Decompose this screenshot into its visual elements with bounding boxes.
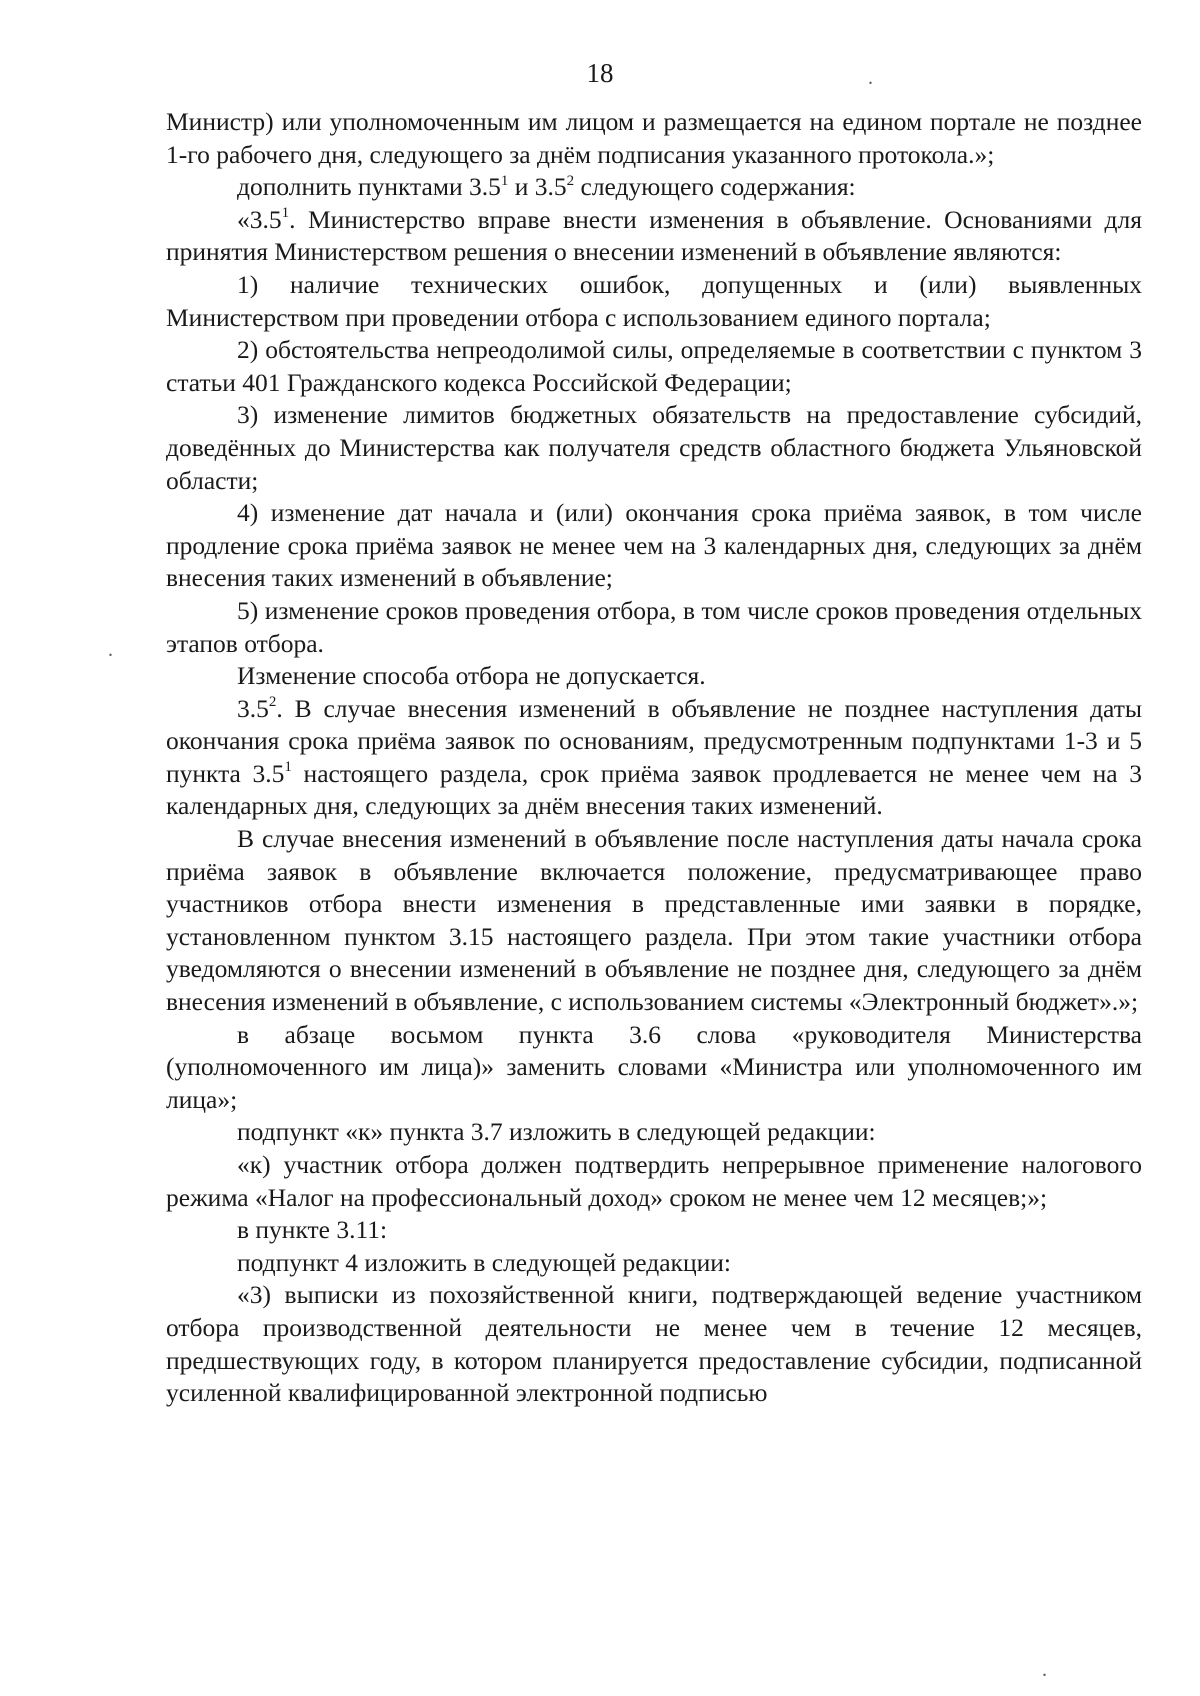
superscript: 2: [268, 694, 277, 711]
scan-speck: .: [108, 639, 113, 661]
paragraph: 4) изменение дат начала и (или) окончания срока приёма заявок, в том числе продление срока приёма заявок не менее чем на 3 календарных дня, следующих за днём внесения таких изменений в объявление;: [166, 498, 1142, 593]
document-body: [166, 106, 1142, 1410]
paragraph: 1) наличие технических ошибок, допущенных и (или) выявленных Министерством при проведении отбора с использованием единого портала;: [166, 269, 1142, 332]
paragraph: «$3.5^1$. Министерство вправе внести изменения в объявление. Основаниями для принятия Министерством решения о внесении изменений в объявление являются:: [166, 204, 1142, 267]
paragraph: «3) выписки из похозяйственной книги, подтверждающей ведение участником отбора производственной деятельности не менее чем в течение 12 месяцев, предшествующих году, в котором планируется предоставление субсидии, подписанной усиленной квалифицированной электронной подписью: [166, 1280, 1142, 1408]
paragraph: 5) изменение сроков проведения отбора, в том числе сроков проведения отдельных этапов отбора.: [166, 595, 1142, 658]
superscript: 1: [284, 759, 292, 776]
paragraph: Изменение способа отбора не допускается.: [237, 661, 706, 691]
paragraph: Министр) или уполномоченным им лицом и размещается на едином портале не позднее 1-го рабочего дня, следующего за днём подписания указанного протокола.»;: [166, 107, 1142, 169]
page-number: 18: [586, 58, 614, 88]
scan-speck: .: [1042, 1659, 1047, 1681]
superscript: 1: [500, 172, 509, 189]
paragraph: 3) изменение лимитов бюджетных обязательств на предоставление субсидий, доведённых до Министерства как получателя средств областного бюджета Ульяновской области;: [166, 400, 1142, 495]
paragraph: в пункте 3.11:: [237, 1215, 388, 1245]
superscript: 1: [281, 205, 290, 222]
paragraph: подпункт 4 изложить в следующей редакции:: [237, 1247, 731, 1277]
superscript: 2: [566, 172, 575, 189]
paragraph: дополнить пунктами $3.5^1$ и $3.5^2$ следующего содержания:: [237, 172, 856, 202]
scan-speck: .: [868, 67, 873, 89]
paragraph: подпункт «к» пункта 3.7 изложить в следующей редакции:: [237, 1117, 876, 1147]
paragraph: «к) участник отбора должен подтвердить непрерывное применение налогового режима «Налог на профессиональный доход» сроком не менее чем 12 месяцев;»;: [166, 1150, 1142, 1212]
paragraph: $3.5^2$. В случае внесения изменений в объявление не позднее наступления даты окончания срока приёма заявок по основаниям, предусмотренным подпунктами 1-3 и 5 пункта $3.5^1$ настоящего раздела, срок приёма заявок продлевается не менее чем на 3 календарных дня, следующих за днём внесения таких изменений.: [166, 693, 1142, 821]
paragraph: 2) обстоятельства непреодолимой силы, определяемые в соответствии с пунктом 3 статьи 401 Гражданского кодекса Российской Федерации;: [166, 335, 1142, 397]
paragraph: в абзаце восьмом пункта 3.6 слова «руководителя Министерства (уполномоченного им лица)» заменить словами «Министра или уполномоченного им лица»;: [166, 1019, 1142, 1114]
paragraph: В случае внесения изменений в объявление после наступления даты начала срока приёма заявок в объявление включается положение, предусматривающее право участников отбора внести изменения в представленные ими заявки в порядке, установленном пунктом 3.15 настоящего раздела. При этом такие участники отбора уведомляются о внесении изменений в объявление не позднее дня, следующего за днём внесения изменений в объявление, с использованием системы «Электронный бюджет».»;: [166, 824, 1142, 1017]
